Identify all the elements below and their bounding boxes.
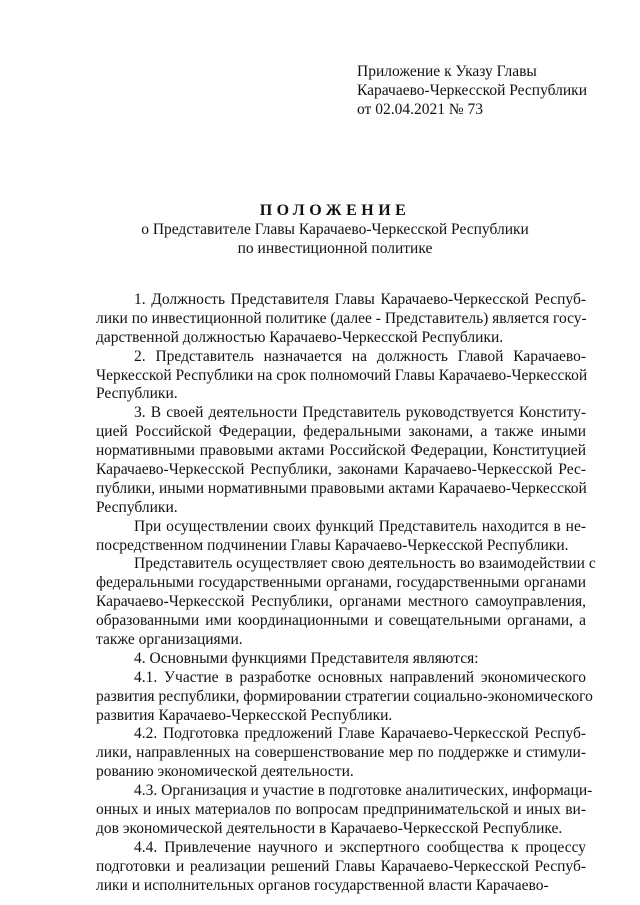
document-title: ПОЛОЖЕНИЕ bbox=[259, 202, 411, 219]
appendix-header bbox=[357, 62, 587, 119]
paragraph-line: нормативными правовыми актами Российской Федерации, Конституцией bbox=[96, 442, 586, 460]
paragraph-line: 4.3. Организация и участие в подготовке аналитических, информаци- bbox=[134, 782, 593, 800]
paragraph-line: Карачаево-Черкесской Республики, законами Карачаево-Черкесской Рес- bbox=[96, 461, 586, 479]
subtitle-line: о Представителе Главы Карачаево-Черкесской Республики bbox=[141, 221, 529, 238]
paragraph bbox=[96, 668, 593, 726]
paragraph-line: подготовки и реализации решений Главы Карачаево-Черкесской Респуб- bbox=[96, 857, 586, 875]
paragraph bbox=[96, 291, 586, 348]
paragraph-line: лики по инвестиционной политике (далее - Представитель) является госу- bbox=[96, 309, 587, 327]
paragraph-line: Республики. bbox=[96, 385, 178, 403]
paragraph-line: онных и иных материалов по вопросам предпринимательской и иных ви- bbox=[96, 801, 586, 819]
paragraph-line: дов экономической деятельности в Карачаево-Черкесской Республике. bbox=[96, 819, 563, 837]
paragraph-line: 2. Представитель назначается на должность Главой Карачаево- bbox=[134, 347, 586, 365]
paragraph-line: 1. Должность Представителя Главы Карачаево-Черкесской Респуб- bbox=[134, 291, 586, 308]
document-subtitle bbox=[0, 220, 640, 258]
paragraph-line: лики, направленных на совершенствование мер по поддержке и стимули- bbox=[96, 744, 586, 762]
paragraph-line: федеральными государственными органами, государственными органами bbox=[96, 574, 586, 592]
paragraph-line: цией Российской Федерации, федеральными законами, а также иными bbox=[96, 423, 586, 441]
paragraph-line: 4. Основными функциями Представителя являются: bbox=[134, 649, 479, 667]
paragraph bbox=[96, 404, 586, 517]
paragraph bbox=[96, 518, 586, 556]
paragraph-line: 4.2. Подготовка предложений Главе Карачаево-Черкесской Респуб- bbox=[134, 725, 586, 743]
paragraph-line: дарственной должностью Карачаево-Черкесской Республики. bbox=[96, 328, 504, 346]
paragraph-line: При осуществлении своих функций Представитель находится в не- bbox=[134, 517, 586, 535]
document-body bbox=[96, 291, 596, 896]
paragraph-line: Черкесской Республики на срок полномочий Главы Карачаево-Черкесской bbox=[96, 366, 588, 384]
paragraph bbox=[96, 839, 586, 896]
paragraph-line: также организациями. bbox=[96, 631, 243, 649]
paragraph-line: 3. В своей деятельности Представитель руководствуется Конститу- bbox=[134, 404, 586, 422]
paragraph-line: Республики. bbox=[96, 498, 178, 516]
paragraph-line: 4.4. Привлечение научного и экспертного сообщества к процессу bbox=[134, 838, 586, 856]
paragraph bbox=[96, 555, 596, 649]
paragraph-line: 4.1. Участие в разработке основных направлений экономического bbox=[134, 668, 586, 686]
paragraph-line: Карачаево-Черкесской Республики, органами местного самоуправления, bbox=[96, 593, 586, 611]
paragraph-line: образованными ими координационными и совещательными органами, а bbox=[96, 612, 586, 630]
paragraph-line: публики, иными нормативными правовыми актами Карачаево-Черкесской bbox=[96, 479, 587, 497]
paragraph-line: развития Карачаево-Черкесской Республики. bbox=[96, 706, 393, 724]
subtitle-line: по инвестиционной политике bbox=[237, 240, 433, 257]
paragraph-line: развития республики, формировании стратегии социально-экономического bbox=[96, 687, 593, 705]
paragraph bbox=[96, 725, 586, 782]
paragraph-line: лики и исполнительных органов государственной власти Карачаево- bbox=[96, 876, 549, 894]
paragraph bbox=[96, 348, 586, 405]
paragraph-line: посредственном подчинении Главы Карачаево-Черкесской Республики. bbox=[96, 536, 569, 554]
header-line: Карачаево-Черкесской Республики bbox=[357, 82, 587, 99]
paragraph-line: рованию экономической деятельности. bbox=[96, 763, 354, 781]
paragraph bbox=[96, 782, 593, 839]
header-line: от 02.04.2021 № 73 bbox=[357, 101, 483, 118]
header-line: Приложение к Указу Главы bbox=[357, 63, 537, 80]
paragraph bbox=[96, 650, 586, 669]
paragraph-line: Представитель осуществляет свою деятельность во взаимодействии с bbox=[134, 555, 596, 573]
